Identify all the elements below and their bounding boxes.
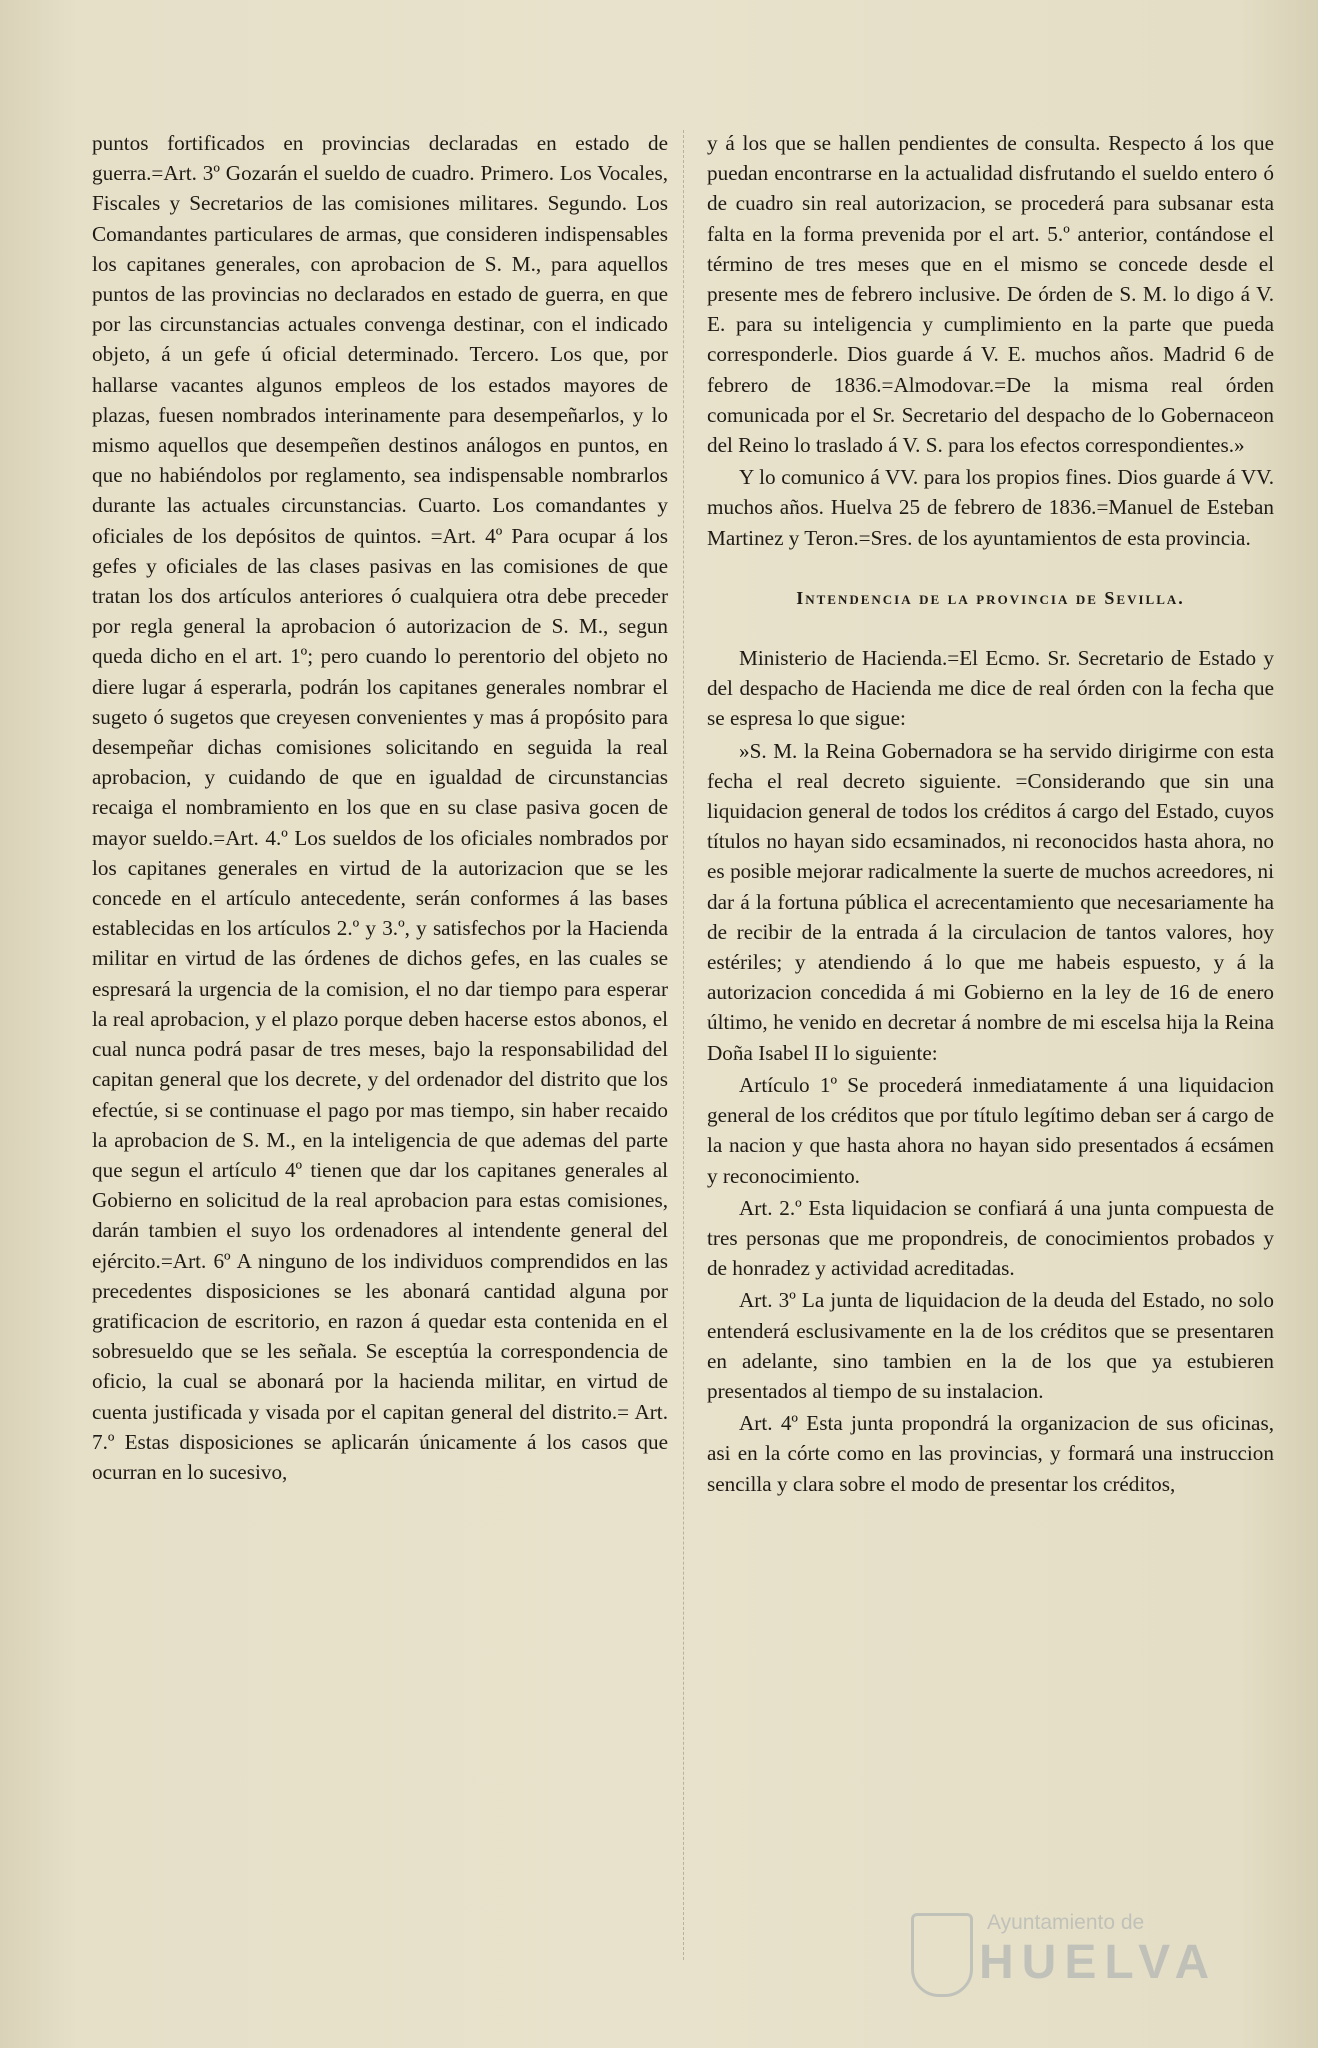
right-column-continuation: y á los que se hallen pendientes de consulta. Respecto á los que puedan encontrarse en la actualidad disfrutando el sueldo entero ó de cuadro sin real autorizacion, se procederá para subsanar esta falta en la forma prevenida por el art. 5.º anterior, contándose el término de tres meses que en el mismo se concede desde el presente mes de febrero inclusive. De órden de S. M. lo digo á V. E. para su inteligencia y cumplimiento en la parte que pueda corresponderle. Dios guarde á V. E. muchos años. Madrid 6 de febrero de 1836.=Almodovar.=De la misma real órden comunicada por el Sr. Secretario del despacho de lo Gobernaceon del Reino lo traslado á V. S. para los efectos correspondientes.»: [707, 131, 1274, 458]
article-3-paragraph: Art. 3º La junta de liquidacion de la deuda del Estado, no solo entenderá esclusivamente en la de los créditos que se presentaren en adelante, sino tambien en la de los que ya estubieren presentados al tiempo de su instalacion.: [707, 1288, 1274, 1403]
section-heading: Intendencia de la provincia de Sevilla.: [796, 587, 1185, 608]
column-divider: [683, 130, 684, 1960]
ministry-intro-paragraph: Ministerio de Hacienda.=El Ecmo. Sr. Secretario de Estado y del despacho de Hacienda me dice de real órden con la fecha que se espresa lo que sigue:: [707, 646, 1274, 731]
watermark-line-2: HUELVA: [979, 1936, 1218, 1989]
right-column-closing-paragraph: Y lo comunico á VV. para los propios fines. Dios guarde á VV. muchos años. Huelva 25 de febrero de 1836.=Manuel de Esteban Martinez y Teron.=Sres. de los ayuntamientos de esta provincia.: [707, 465, 1274, 550]
left-column-paragraph: puntos fortificados en provincias declaradas en estado de guerra.=Art. 3º Gozarán el sueldo de cuadro. Primero. Los Vocales, Fiscales y Secretarios de las comisiones militares. Segundo. Los Comandantes particulares de armas, que consideren indispensables los capitanes generales, con aprobacion de S. M., para aquellos puntos de las provincias no declarados en estado de guerra, en que por las circunstancias actuales convenga destinar, con el indicado objeto, á un gefe ú oficial determinado. Tercero. Los que, por hallarse vacantes algunos empleos de los estados mayores de plazas, fuesen nombrados interinamente para desempeñarlos, y lo mismo aquellos que desempeñen destinos análogos en puntos, en que no habiéndolos por reglamento, sea indispensable nombrarlos durante las actuales circunstancias. Cuarto. Los comandantes y oficiales de los depósitos de quintos. =Art. 4º Para ocupar á los gefes y oficiales de las clases pasivas en las comisiones de que tratan los dos artículos anteriores ó cualquiera otra debe preceder por regla general la aprobacion ó autorizacion de S. M., segun queda dicho en el art. 1º; pero cuando lo perentorio del objeto no diere lugar á esperarla, podrán los capitanes generales nombrar el sugeto ó sugetos que creyesen convenientes y mas á propósito para desempeñar dichas comisiones solicitando en seguida la real aprobacion, y cuidando de que en igualdad de circunstancias recaiga el nombramiento en los que en su clase pasiva gocen de mayor sueldo.=Art. 4.º Los sueldos de los oficiales nombrados por los capitanes generales en virtud de la autorizacion que se les concede en el artículo antecedente, serán conformes á las bases establecidas en los artículos 2.º y 3.º, y satisfechos por la Hacienda militar en virtud de las órdenes de dichos gefes, en las cuales se espresará la urgencia de la comision, el no dar tiempo para esperar la real aprobacion, y el plazo porque deben hacerse estos abonos, el cual nunca podrá pasar de tres meses, bajo la responsabilidad del capitan general que los decrete, y del ordenador del distrito que los efectúe, si se continuase el pago por mas tiempo, sin haber recaido la aprobacion de S. M., en la inteligencia de que ademas del parte que segun el artículo 4º tienen que dar los capitanes generales al Gobierno en solicitud de la real aprobacion para estas comisiones, darán tambien el suyo los ordenadores al intendente general del ejército.=Art. 6º A ninguno de los individuos comprendidos en las precedentes disposiciones se les abonará cantidad alguna por gratificacion de escritorio, en razon á quedar esta contenida en el sobresueldo que se les señala. Se esceptúa la correspondencia de oficio, la cual se abonará por la hacienda militar, en virtud de cuenta justificada y visada por el capitan general del distrito.= Art. 7.º Estas disposiciones se aplicarán únicamente á los casos que ocurran en lo sucesivo,: [92, 131, 668, 1484]
article-2-paragraph: Art. 2.º Esta liquidacion se confiará á una junta compuesta de tres personas que me propondreis, de conocimientos probados y de honradez y actividad acreditadas.: [707, 1195, 1274, 1281]
coat-of-arms-icon: [911, 1913, 973, 1997]
decree-paragraph: »S. M. la Reina Gobernadora se ha servido dirigirme con esta fecha el real decreto siguiente. =Considerando que sin una liquidacion general de todos los créditos á cargo del Estado, cuyos títulos no hayan sido ecsaminados, ni reconocidos hasta ahora, no es posible mejorar radicalmente la suerte de muchos acreedores, ni dar á la fortuna pública el acrecentamiento que necesariamente ha de recibir de la entrada á la circulacion de tantos valores, hoy estériles; y atendiendo á lo que me habeis espuesto, y á la autorizacion concedida á mi Gobierno en la ley de 16 de enero último, he venido en decretar á nombre de mi escelsa hija la Reina Doña Isabel II lo siguiente:: [707, 738, 1274, 1065]
article-1-paragraph: Artículo 1º Se procederá inmediatamente á una liquidacion general de los créditos que por título legítimo deban ser á cargo de la nacion y que hasta ahora no hayan sido presentados á ecsámen y reconocimiento.: [707, 1072, 1274, 1188]
archive-watermark: [905, 1905, 1265, 2025]
article-4-paragraph: Art. 4º Esta junta propondrá la organizacion de sus oficinas, asi en la córte como en las provincias, y formará una instruccion sencilla y clara sobre el modo de presentar los créditos,: [707, 1411, 1274, 1496]
watermark-line-1: Ayuntamiento de: [987, 1911, 1145, 1934]
right-column: [707, 128, 1274, 1499]
left-column: [92, 128, 668, 1487]
